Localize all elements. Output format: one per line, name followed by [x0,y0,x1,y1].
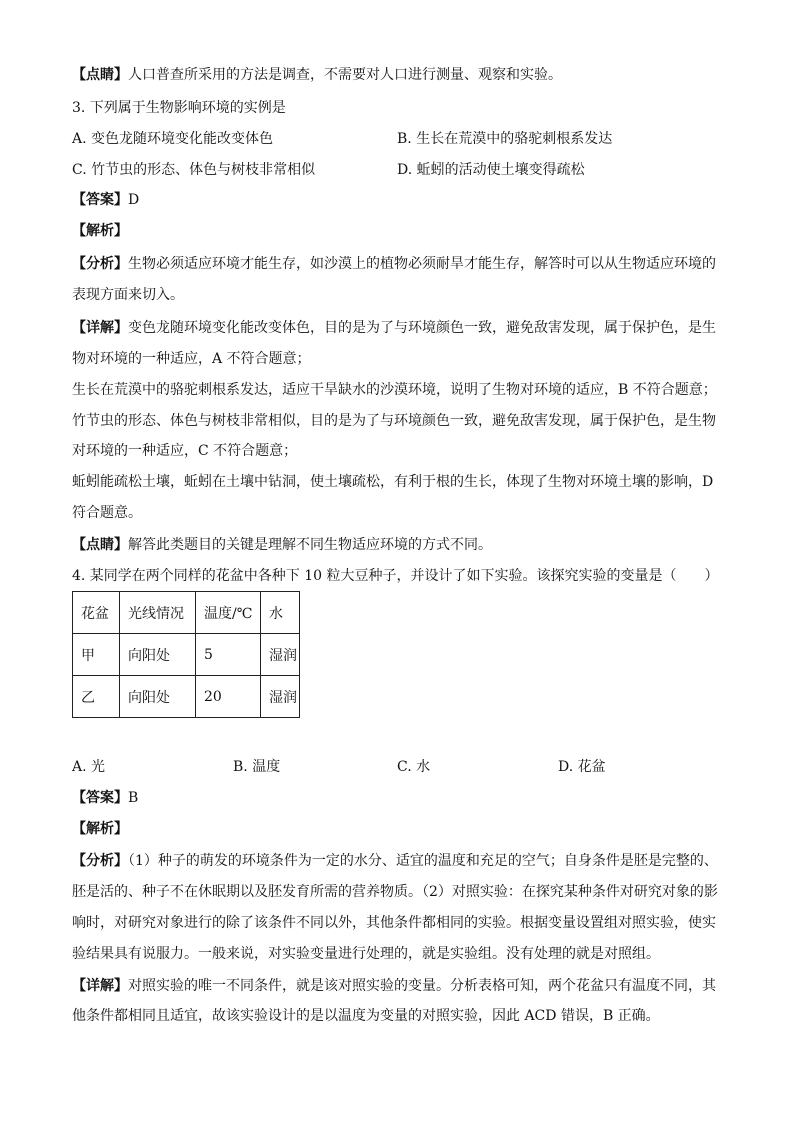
q3-xiangjie-line-2: 物对环境的一种适应，A 不符合题意； [72,351,311,367]
table-header-cell: 温度/℃ [196,592,261,634]
answer-value: B [128,790,139,806]
q4-fenxi-line-4: 验结果具有说服力。一般来说，对实验变量进行处理的，就是实验组。没有处理的就是对照组。 [72,946,660,962]
q4-stem: 4. 某同学在两个同样的花盆中各种下 10 粒大豆种子，并设计了如下实验。该探究实验的变量是（ ） [72,568,719,584]
q4-option-a: A. 光 [72,759,106,775]
q4-xiangjie-line-2: 他条件都相同且适宜，故该实验设计的是以温度为变量的对照实验，因此 ACD 错误，B 正确。 [72,1008,660,1024]
fenxi-text: （1）种子的萌发的环境条件为一定的水分、适宜的温度和充足的空气；自身条件是胚是完整的、 [128,853,718,869]
q3-xiangjie-line-4: 竹节虫的形态、体色与树枝非常相似，目的是为了与环境颜色一致，避免敌害发现，属于保护色，是生物 [72,413,716,429]
dianjing-text: 人口普查所采用的方法是调查，不需要对人口进行测量、观察和实验。 [128,67,562,83]
q3-xiangjie-line-6: 蚯蚓能疏松土壤，蚯蚓在土壤中钻洞，使土壤疏松，有利于根的生长，体现了生物对环境土壤的影响，D [72,474,714,490]
q3-option-b: B. 生长在荒漠中的骆驼刺根系发达 [397,131,613,147]
dianjing-text: 解答此类题目的关键是理解不同生物适应环境的方式不同。 [128,537,492,553]
table-cell: 向阳处 [120,634,196,676]
table-row [73,676,300,718]
q4-xiangjie-line-1 [72,976,716,996]
table-cell: 湿润 [261,676,300,718]
q3-xiangjie-line-7: 符合题意。 [72,505,142,521]
q3-xiangjie-line-3: 生长在荒漠中的骆驼刺根系发达，适应干旱缺水的沙漠环境，说明了生物对环境的适应，B 不符合题意； [72,382,717,398]
q3-answer-line [72,190,139,210]
q3-option-a: A. 变色龙随环境变化能改变体色 [72,131,274,147]
table-cell: 20 [196,676,261,718]
q3-fenxi-line-1 [72,254,716,274]
table-header-row [73,592,300,634]
q4-option-d: D. 花盆 [558,759,606,775]
fenxi-tag: 【分析】 [72,853,128,869]
fenxi-tag: 【分析】 [72,256,128,272]
q4-fenxi-line-3: 响时，对研究对象进行的除了该条件不同以外，其他条件都相同的实验。根据变量设置组对照实验，使实 [72,915,716,931]
q3-xiangjie-line-5: 对环境的一种适应，C 不符合题意； [72,443,298,459]
table-header-cell: 水 [261,592,300,634]
dianjing-tag: 【点睛】 [72,537,128,553]
q3-analysis-tag: 【解析】 [72,223,128,239]
xiangjie-tag: 【详解】 [72,320,128,336]
xiangjie-text: 变色龙随环境变化能改变体色，目的是为了与环境颜色一致，避免敌害发现，属于保护色，是生 [128,320,716,336]
table-row [73,634,300,676]
table-cell: 5 [196,634,261,676]
q3-fenxi-line-2: 表现方面来切入。 [72,287,184,303]
q3-stem: 3. 下列属于生物影响环境的实例是 [72,100,286,116]
q4-option-b: B. 温度 [233,759,281,775]
q2-dianjing-line [72,65,562,85]
fenxi-text: 生物必须适应环境才能生存，如沙漠上的植物必须耐旱才能生存，解答时可以从生物适应环境的 [128,256,716,272]
q3-option-c: C. 竹节虫的形态、体色与树枝非常相似 [72,162,316,178]
table-cell: 湿润 [261,634,300,676]
answer-tag: 【答案】 [72,790,128,806]
table-cell: 向阳处 [120,676,196,718]
dianjing-tag: 【点睛】 [72,67,128,83]
xiangjie-text: 对照实验的唯一不同条件，就是该对照实验的变量。分析表格可知，两个花盆只有温度不同，其 [128,978,716,994]
q4-option-c: C. 水 [397,759,431,775]
q4-analysis-tag: 【解析】 [72,821,128,837]
table-header-cell: 光线情况 [120,592,196,634]
q3-dianjing-line [72,535,492,555]
q4-fenxi-line-1 [72,851,718,871]
table-cell: 甲 [73,634,120,676]
xiangjie-tag: 【详解】 [72,978,128,994]
q4-answer-line [72,788,138,808]
q3-option-d: D. 蚯蚓的活动使土壤变得疏松 [397,162,585,178]
experiment-table [72,591,300,718]
table-header-cell: 花盆 [73,592,120,634]
q3-xiangjie-line-1 [72,318,716,338]
q4-fenxi-line-2: 胚是活的、种子不在休眠期以及胚发育所需的营养物质。（2）对照实验：在探究某种条件对研究对象的影 [72,884,718,900]
answer-tag: 【答案】 [72,192,128,208]
table-cell: 乙 [73,676,120,718]
answer-value: D [128,192,140,208]
